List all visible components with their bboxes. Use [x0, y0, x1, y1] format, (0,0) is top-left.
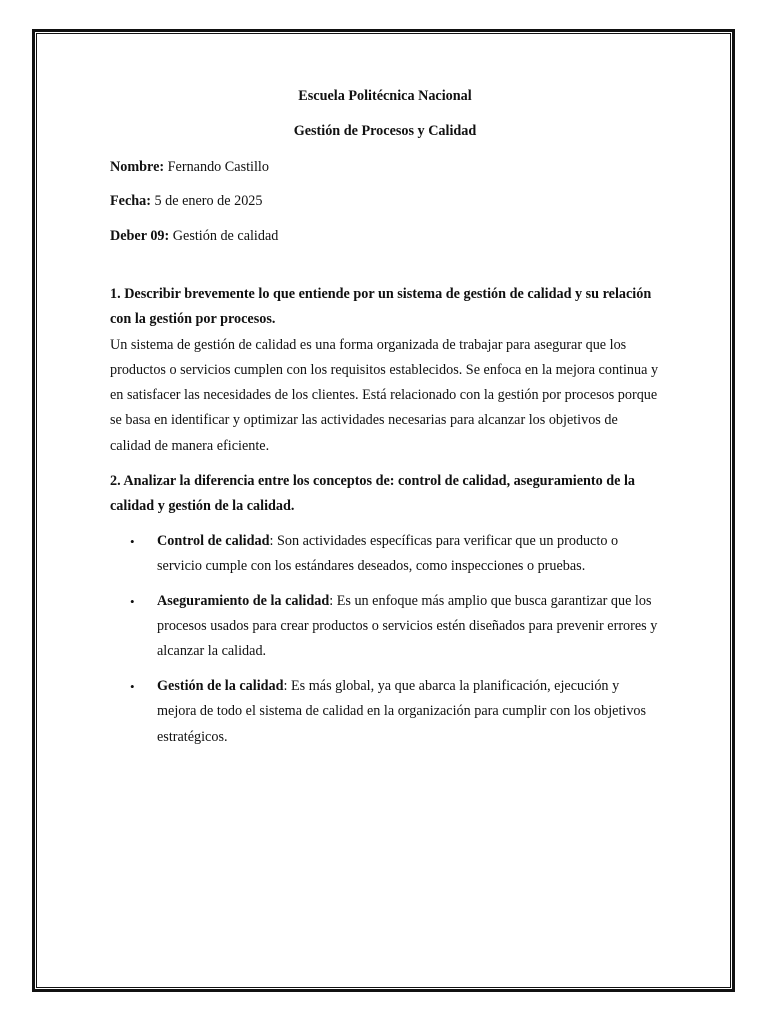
section-spacer [110, 259, 660, 282]
name-value: Fernando Castillo [164, 158, 269, 175]
bullet-term: Control de calidad [157, 532, 270, 549]
date-label: Fecha: [110, 193, 151, 210]
assignment-label: Deber 09: [110, 228, 170, 245]
list-item [110, 589, 660, 665]
bullet-icon: • [130, 593, 135, 609]
institution-title: Escuela Politécnica Nacional [298, 88, 472, 104]
bullet-term: Aseguramiento de la calidad [157, 592, 330, 609]
answer-1: Un sistema de gestión de calidad es una forma organizada de trabajar para asegurar que los productos o servicios cumplen con los requisitos establecidos. Se enfoca en la mejora continua y en satisfacer las necesidades de los clientes. Está relacionado con la gestión por procesos porque se basa en identificar y optimizar las actividades necesarias para alcanzar los objetivos de calidad de manera eficiente. [110, 336, 659, 454]
assignment-line [110, 224, 660, 249]
question-1: 1. Describir brevemente lo que entiende por un sistema de gestión de calidad y su relación con la gestión por procesos. [110, 285, 652, 328]
assignment-value: Gestión de calidad [169, 228, 279, 245]
bullet-list [110, 529, 660, 750]
name-label: Nombre: [110, 158, 165, 175]
document-body [110, 84, 660, 760]
bullet-text: : Es más global, ya que abarca la planificación, ejecución y mejora de todo el sistema de calidad en la organización para cumplir con los objetivos estratégicos. [157, 678, 647, 745]
bullet-icon: • [130, 533, 135, 549]
question-2: 2. Analizar la diferencia entre los conceptos de: control de calidad, aseguramiento de la calidad y gestión de la calidad. [110, 473, 636, 515]
date-value: 5 de enero de 2025 [150, 193, 263, 210]
bullet-text: : Son actividades específicas para verificar que un producto o servicio cumple con los estándares deseados, como inspecciones o pruebas. [157, 532, 619, 574]
date-line [110, 189, 660, 214]
bullet-icon: • [130, 679, 135, 695]
name-line [110, 155, 660, 180]
list-item [110, 674, 660, 750]
bullet-text: : Es un enfoque más amplio que busca garantizar que los procesos usados para crear productos o servicios estén diseñados para prevenir errores y alcanzar la calidad. [157, 592, 658, 660]
course-title: Gestión de Procesos y Calidad [293, 123, 477, 140]
bullet-term: Gestión de la calidad [157, 678, 284, 695]
list-item [110, 529, 660, 580]
